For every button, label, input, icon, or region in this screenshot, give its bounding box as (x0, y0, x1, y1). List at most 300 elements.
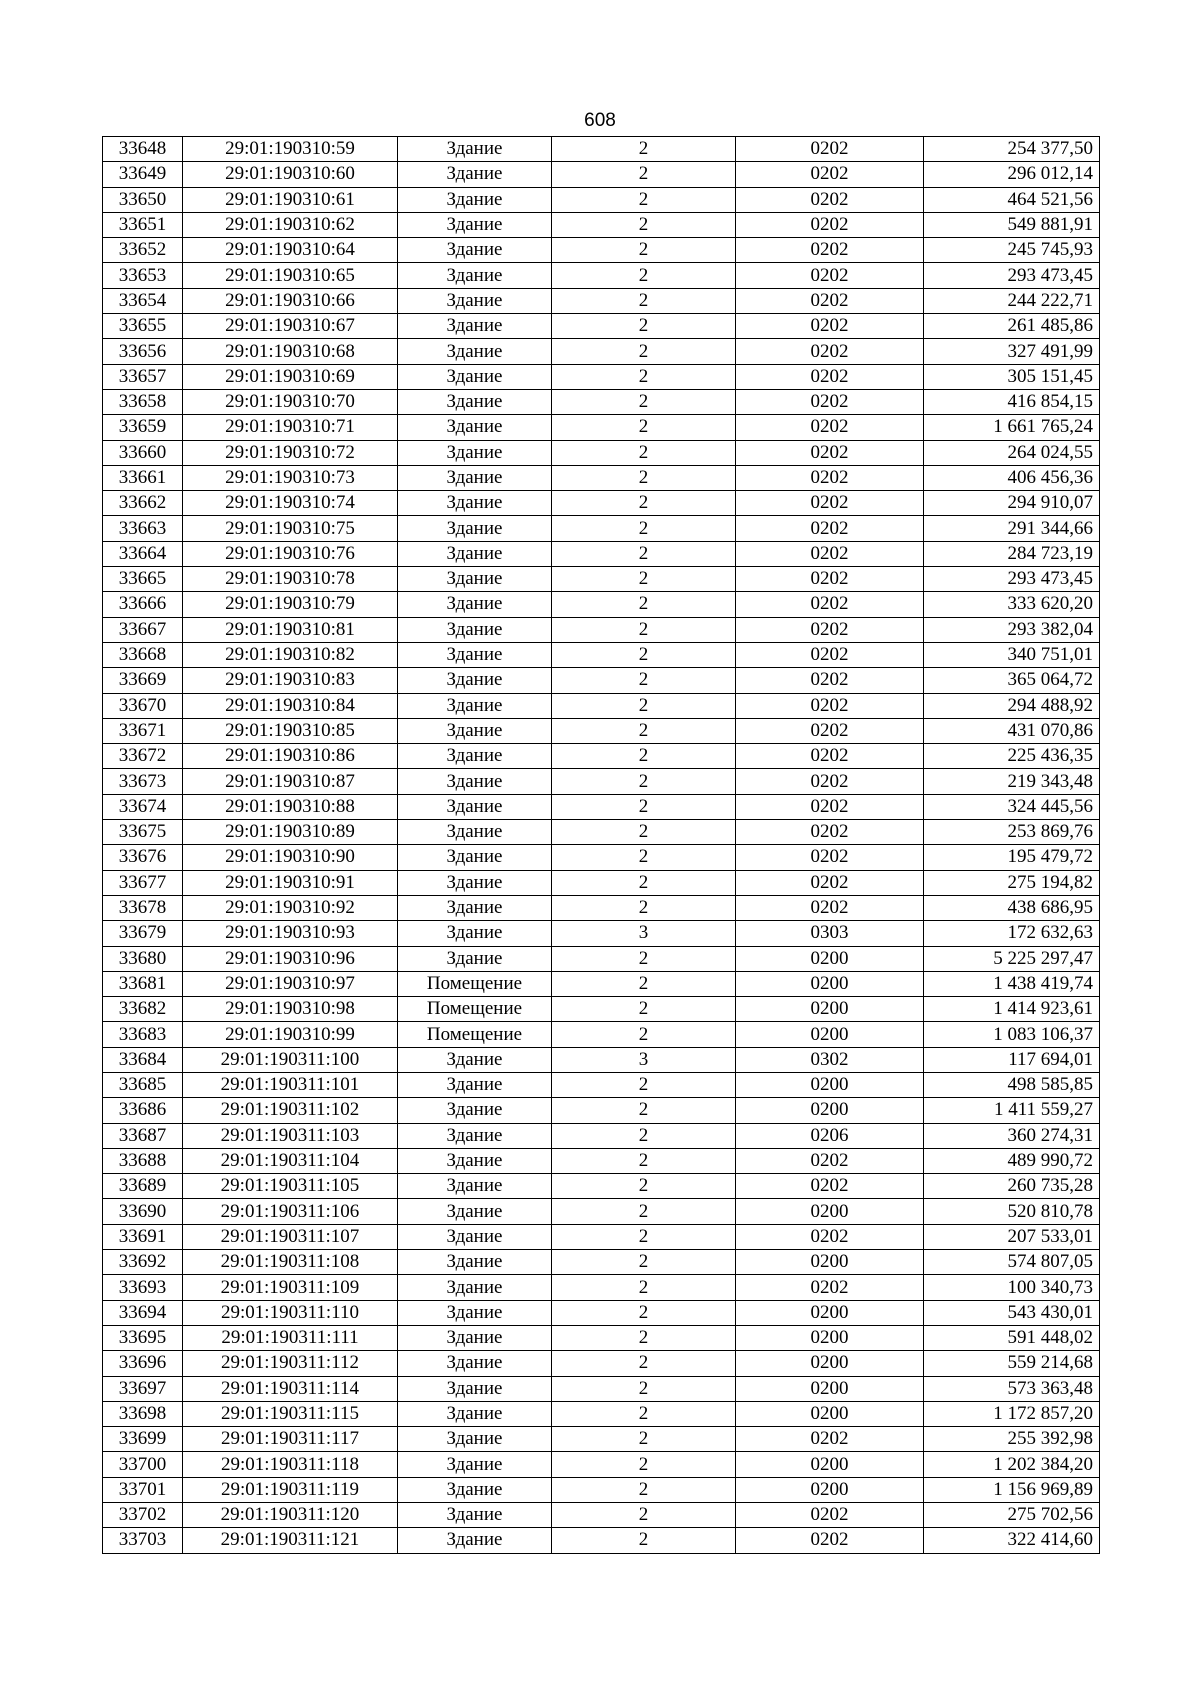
cadastral-number-cell: 29:01:190310:59 (183, 137, 398, 162)
cadastral-value-cell: 293 473,45 (924, 567, 1100, 592)
code-cell: 0202 (736, 238, 924, 263)
class-cell: 2 (552, 567, 736, 592)
code-cell: 0200 (736, 1072, 924, 1097)
page-number: 608 (584, 110, 616, 131)
code-cell: 0200 (736, 1376, 924, 1401)
object-type-cell: Здание (398, 1351, 552, 1376)
cadastral-value-cell: 1 156 969,89 (924, 1477, 1100, 1502)
object-type-cell: Здание (398, 1503, 552, 1528)
class-cell: 2 (552, 1224, 736, 1249)
cadastral-value-cell: 520 810,78 (924, 1199, 1100, 1224)
table-row (103, 465, 1100, 490)
cadastral-number-cell: 29:01:190311:109 (183, 1275, 398, 1300)
cadastral-value-cell: 264 024,55 (924, 440, 1100, 465)
row-number-cell: 33689 (103, 1174, 183, 1199)
table-row (103, 364, 1100, 389)
table-row (103, 820, 1100, 845)
cadastral-number-cell: 29:01:190311:105 (183, 1174, 398, 1199)
cadastral-number-cell: 29:01:190310:61 (183, 187, 398, 212)
code-cell: 0302 (736, 1047, 924, 1072)
table-row (103, 1250, 1100, 1275)
row-number-cell: 33651 (103, 212, 183, 237)
cadastral-value-cell: 438 686,95 (924, 895, 1100, 920)
cadastral-number-cell: 29:01:190310:71 (183, 415, 398, 440)
cadastral-value-table (102, 136, 1100, 1554)
code-cell: 0202 (736, 314, 924, 339)
row-number-cell: 33685 (103, 1072, 183, 1097)
class-cell: 2 (552, 820, 736, 845)
table-row (103, 1174, 1100, 1199)
code-cell: 0202 (736, 212, 924, 237)
row-number-cell: 33658 (103, 389, 183, 414)
table-row (103, 238, 1100, 263)
class-cell: 2 (552, 1401, 736, 1426)
table-row (103, 1275, 1100, 1300)
row-number-cell: 33648 (103, 137, 183, 162)
table-row (103, 592, 1100, 617)
class-cell: 2 (552, 617, 736, 642)
code-cell: 0202 (736, 491, 924, 516)
cadastral-number-cell: 29:01:190310:90 (183, 845, 398, 870)
code-cell: 0202 (736, 440, 924, 465)
code-cell: 0202 (736, 617, 924, 642)
cadastral-value-cell: 1 414 923,61 (924, 997, 1100, 1022)
cadastral-value-cell: 464 521,56 (924, 187, 1100, 212)
object-type-cell: Здание (398, 1427, 552, 1452)
code-cell: 0202 (736, 389, 924, 414)
class-cell: 3 (552, 1047, 736, 1072)
class-cell: 2 (552, 870, 736, 895)
class-cell: 2 (552, 971, 736, 996)
object-type-cell: Здание (398, 541, 552, 566)
cadastral-value-cell: 324 445,56 (924, 794, 1100, 819)
code-cell: 0200 (736, 1351, 924, 1376)
cadastral-value-cell: 574 807,05 (924, 1250, 1100, 1275)
row-number-cell: 33667 (103, 617, 183, 642)
cadastral-value-cell: 195 479,72 (924, 845, 1100, 870)
class-cell: 2 (552, 1376, 736, 1401)
row-number-cell: 33697 (103, 1376, 183, 1401)
class-cell: 2 (552, 1123, 736, 1148)
class-cell: 2 (552, 1072, 736, 1097)
code-cell: 0202 (736, 1174, 924, 1199)
table-row (103, 288, 1100, 313)
object-type-cell: Здание (398, 1123, 552, 1148)
row-number-cell: 33654 (103, 288, 183, 313)
object-type-cell: Здание (398, 870, 552, 895)
cadastral-number-cell: 29:01:190310:62 (183, 212, 398, 237)
cadastral-value-cell: 260 735,28 (924, 1174, 1100, 1199)
cadastral-value-cell: 1 202 384,20 (924, 1452, 1100, 1477)
cadastral-value-cell: 291 344,66 (924, 516, 1100, 541)
object-type-cell: Здание (398, 1452, 552, 1477)
class-cell: 2 (552, 238, 736, 263)
code-cell: 0200 (736, 1477, 924, 1502)
class-cell: 2 (552, 668, 736, 693)
cadastral-number-cell: 29:01:190310:67 (183, 314, 398, 339)
code-cell: 0200 (736, 1401, 924, 1426)
cadastral-value-cell: 275 194,82 (924, 870, 1100, 895)
table-row (103, 1072, 1100, 1097)
table-row (103, 389, 1100, 414)
row-number-cell: 33663 (103, 516, 183, 541)
table-row (103, 1503, 1100, 1528)
cadastral-number-cell: 29:01:190311:101 (183, 1072, 398, 1097)
object-type-cell: Здание (398, 1098, 552, 1123)
cadastral-number-cell: 29:01:190311:111 (183, 1325, 398, 1350)
row-number-cell: 33676 (103, 845, 183, 870)
cadastral-number-cell: 29:01:190310:75 (183, 516, 398, 541)
object-type-cell: Здание (398, 1174, 552, 1199)
code-cell: 0200 (736, 1325, 924, 1350)
code-cell: 0202 (736, 642, 924, 667)
code-cell: 0202 (736, 415, 924, 440)
object-type-cell: Здание (398, 1047, 552, 1072)
cadastral-value-cell: 591 448,02 (924, 1325, 1100, 1350)
cadastral-number-cell: 29:01:190310:60 (183, 162, 398, 187)
class-cell: 2 (552, 364, 736, 389)
object-type-cell: Здание (398, 364, 552, 389)
cadastral-value-cell: 1 172 857,20 (924, 1401, 1100, 1426)
row-number-cell: 33652 (103, 238, 183, 263)
cadastral-number-cell: 29:01:190311:108 (183, 1250, 398, 1275)
row-number-cell: 33659 (103, 415, 183, 440)
cadastral-value-cell: 207 533,01 (924, 1224, 1100, 1249)
code-cell: 0202 (736, 263, 924, 288)
table-row (103, 1022, 1100, 1047)
class-cell: 2 (552, 491, 736, 516)
class-cell: 2 (552, 263, 736, 288)
table-row (103, 137, 1100, 162)
object-type-cell: Здание (398, 820, 552, 845)
class-cell: 2 (552, 794, 736, 819)
cadastral-value-cell: 1 411 559,27 (924, 1098, 1100, 1123)
row-number-cell: 33677 (103, 870, 183, 895)
table-row (103, 1047, 1100, 1072)
row-number-cell: 33674 (103, 794, 183, 819)
cadastral-value-cell: 294 488,92 (924, 693, 1100, 718)
cadastral-number-cell: 29:01:190310:69 (183, 364, 398, 389)
row-number-cell: 33690 (103, 1199, 183, 1224)
class-cell: 2 (552, 1174, 736, 1199)
cadastral-number-cell: 29:01:190310:66 (183, 288, 398, 313)
cadastral-value-cell: 261 485,86 (924, 314, 1100, 339)
code-cell: 0202 (736, 1275, 924, 1300)
cadastral-value-cell: 360 274,31 (924, 1123, 1100, 1148)
row-number-cell: 33686 (103, 1098, 183, 1123)
class-cell: 2 (552, 440, 736, 465)
row-number-cell: 33672 (103, 744, 183, 769)
object-type-cell: Здание (398, 288, 552, 313)
code-cell: 0202 (736, 1148, 924, 1173)
cadastral-value-cell: 5 225 297,47 (924, 946, 1100, 971)
class-cell: 2 (552, 516, 736, 541)
cadastral-number-cell: 29:01:190311:117 (183, 1427, 398, 1452)
code-cell: 0200 (736, 1452, 924, 1477)
cadastral-number-cell: 29:01:190311:114 (183, 1376, 398, 1401)
object-type-cell: Здание (398, 314, 552, 339)
class-cell: 2 (552, 339, 736, 364)
object-type-cell: Помещение (398, 971, 552, 996)
cadastral-number-cell: 29:01:190311:104 (183, 1148, 398, 1173)
table-row (103, 668, 1100, 693)
class-cell: 2 (552, 1275, 736, 1300)
object-type-cell: Помещение (398, 997, 552, 1022)
class-cell: 2 (552, 1300, 736, 1325)
class-cell: 2 (552, 642, 736, 667)
row-number-cell: 33650 (103, 187, 183, 212)
code-cell: 0200 (736, 946, 924, 971)
object-type-cell: Здание (398, 1148, 552, 1173)
table-row (103, 718, 1100, 743)
cadastral-number-cell: 29:01:190311:110 (183, 1300, 398, 1325)
code-cell: 0202 (736, 1427, 924, 1452)
table-row (103, 567, 1100, 592)
object-type-cell: Помещение (398, 1022, 552, 1047)
table-row (103, 491, 1100, 516)
row-number-cell: 33661 (103, 465, 183, 490)
class-cell: 2 (552, 946, 736, 971)
object-type-cell: Здание (398, 137, 552, 162)
cadastral-number-cell: 29:01:190311:102 (183, 1098, 398, 1123)
class-cell: 2 (552, 769, 736, 794)
cadastral-value-cell: 275 702,56 (924, 1503, 1100, 1528)
cadastral-number-cell: 29:01:190310:83 (183, 668, 398, 693)
class-cell: 2 (552, 1098, 736, 1123)
code-cell: 0206 (736, 1123, 924, 1148)
code-cell: 0200 (736, 1300, 924, 1325)
cadastral-number-cell: 29:01:190310:89 (183, 820, 398, 845)
table-row (103, 1401, 1100, 1426)
object-type-cell: Здание (398, 1325, 552, 1350)
class-cell: 2 (552, 1528, 736, 1553)
table-row (103, 870, 1100, 895)
cadastral-number-cell: 29:01:190311:121 (183, 1528, 398, 1553)
code-cell: 0202 (736, 794, 924, 819)
cadastral-number-cell: 29:01:190310:81 (183, 617, 398, 642)
cadastral-value-cell: 1 661 765,24 (924, 415, 1100, 440)
cadastral-value-cell: 284 723,19 (924, 541, 1100, 566)
table-row (103, 541, 1100, 566)
object-type-cell: Здание (398, 491, 552, 516)
cadastral-value-cell: 117 694,01 (924, 1047, 1100, 1072)
table-row (103, 1148, 1100, 1173)
cadastral-number-cell: 29:01:190310:96 (183, 946, 398, 971)
cadastral-value-cell: 1 438 419,74 (924, 971, 1100, 996)
object-type-cell: Здание (398, 212, 552, 237)
cadastral-value-cell: 305 151,45 (924, 364, 1100, 389)
row-number-cell: 33655 (103, 314, 183, 339)
object-type-cell: Здание (398, 1275, 552, 1300)
table-row (103, 845, 1100, 870)
row-number-cell: 33692 (103, 1250, 183, 1275)
code-cell: 0202 (736, 693, 924, 718)
object-type-cell: Здание (398, 1376, 552, 1401)
object-type-cell: Здание (398, 1199, 552, 1224)
cadastral-number-cell: 29:01:190310:86 (183, 744, 398, 769)
object-type-cell: Здание (398, 415, 552, 440)
code-cell: 0202 (736, 465, 924, 490)
class-cell: 2 (552, 718, 736, 743)
row-number-cell: 33701 (103, 1477, 183, 1502)
row-number-cell: 33678 (103, 895, 183, 920)
table-row (103, 1427, 1100, 1452)
code-cell: 0202 (736, 718, 924, 743)
code-cell: 0202 (736, 845, 924, 870)
cadastral-number-cell: 29:01:190310:93 (183, 921, 398, 946)
row-number-cell: 33700 (103, 1452, 183, 1477)
code-cell: 0202 (736, 162, 924, 187)
cadastral-number-cell: 29:01:190310:88 (183, 794, 398, 819)
code-cell: 0200 (736, 1199, 924, 1224)
table-row (103, 187, 1100, 212)
cadastral-value-cell: 489 990,72 (924, 1148, 1100, 1173)
cadastral-value-cell: 573 363,48 (924, 1376, 1100, 1401)
table-row (103, 617, 1100, 642)
class-cell: 2 (552, 187, 736, 212)
table-row (103, 769, 1100, 794)
code-cell: 0202 (736, 870, 924, 895)
code-cell: 0202 (736, 567, 924, 592)
class-cell: 2 (552, 744, 736, 769)
cadastral-value-cell: 431 070,86 (924, 718, 1100, 743)
row-number-cell: 33683 (103, 1022, 183, 1047)
class-cell: 2 (552, 389, 736, 414)
class-cell: 2 (552, 1250, 736, 1275)
class-cell: 2 (552, 1148, 736, 1173)
cadastral-number-cell: 29:01:190311:103 (183, 1123, 398, 1148)
class-cell: 2 (552, 895, 736, 920)
object-type-cell: Здание (398, 769, 552, 794)
cadastral-number-cell: 29:01:190310:92 (183, 895, 398, 920)
cadastral-number-cell: 29:01:190310:72 (183, 440, 398, 465)
cadastral-value-cell: 244 222,71 (924, 288, 1100, 313)
code-cell: 0202 (736, 339, 924, 364)
object-type-cell: Здание (398, 1401, 552, 1426)
object-type-cell: Здание (398, 895, 552, 920)
row-number-cell: 33673 (103, 769, 183, 794)
object-type-cell: Здание (398, 389, 552, 414)
class-cell: 2 (552, 592, 736, 617)
cadastral-value-cell: 543 430,01 (924, 1300, 1100, 1325)
cadastral-number-cell: 29:01:190310:91 (183, 870, 398, 895)
code-cell: 0200 (736, 997, 924, 1022)
object-type-cell: Здание (398, 946, 552, 971)
class-cell: 2 (552, 1427, 736, 1452)
cadastral-value-cell: 406 456,36 (924, 465, 1100, 490)
cadastral-number-cell: 29:01:190310:84 (183, 693, 398, 718)
class-cell: 2 (552, 137, 736, 162)
object-type-cell: Здание (398, 516, 552, 541)
row-number-cell: 33668 (103, 642, 183, 667)
code-cell: 0202 (736, 1528, 924, 1553)
cadastral-number-cell: 29:01:190310:82 (183, 642, 398, 667)
class-cell: 2 (552, 845, 736, 870)
object-type-cell: Здание (398, 642, 552, 667)
cadastral-value-cell: 498 585,85 (924, 1072, 1100, 1097)
table-body (103, 137, 1100, 1554)
cadastral-value-cell: 1 083 106,37 (924, 1022, 1100, 1047)
cadastral-number-cell: 29:01:190311:106 (183, 1199, 398, 1224)
row-number-cell: 33669 (103, 668, 183, 693)
code-cell: 0202 (736, 592, 924, 617)
table-row (103, 946, 1100, 971)
class-cell: 2 (552, 212, 736, 237)
code-cell: 0202 (736, 744, 924, 769)
object-type-cell: Здание (398, 668, 552, 693)
table-row (103, 1351, 1100, 1376)
row-number-cell: 33696 (103, 1351, 183, 1376)
code-cell: 0200 (736, 1250, 924, 1275)
cadastral-number-cell: 29:01:190310:79 (183, 592, 398, 617)
row-number-cell: 33680 (103, 946, 183, 971)
object-type-cell: Здание (398, 1224, 552, 1249)
table-row (103, 1477, 1100, 1502)
row-number-cell: 33675 (103, 820, 183, 845)
table-row (103, 997, 1100, 1022)
row-number-cell: 33695 (103, 1325, 183, 1350)
code-cell: 0200 (736, 1098, 924, 1123)
code-cell: 0202 (736, 541, 924, 566)
class-cell: 2 (552, 1351, 736, 1376)
code-cell: 0202 (736, 187, 924, 212)
object-type-cell: Здание (398, 567, 552, 592)
row-number-cell: 33662 (103, 491, 183, 516)
row-number-cell: 33666 (103, 592, 183, 617)
table-row (103, 1528, 1100, 1553)
table-row (103, 314, 1100, 339)
object-type-cell: Здание (398, 238, 552, 263)
class-cell: 2 (552, 693, 736, 718)
cadastral-number-cell: 29:01:190311:115 (183, 1401, 398, 1426)
cadastral-number-cell: 29:01:190311:100 (183, 1047, 398, 1072)
cadastral-number-cell: 29:01:190310:78 (183, 567, 398, 592)
class-cell: 2 (552, 415, 736, 440)
table-row (103, 440, 1100, 465)
cadastral-value-cell: 245 745,93 (924, 238, 1100, 263)
class-cell: 2 (552, 1022, 736, 1047)
row-number-cell: 33703 (103, 1528, 183, 1553)
cadastral-value-cell: 100 340,73 (924, 1275, 1100, 1300)
cadastral-number-cell: 29:01:190311:120 (183, 1503, 398, 1528)
table-row (103, 263, 1100, 288)
table-row (103, 1224, 1100, 1249)
row-number-cell: 33699 (103, 1427, 183, 1452)
object-type-cell: Здание (398, 339, 552, 364)
table-row (103, 1376, 1100, 1401)
table-row (103, 794, 1100, 819)
object-type-cell: Здание (398, 1477, 552, 1502)
table-row (103, 1098, 1100, 1123)
table-row (103, 693, 1100, 718)
row-number-cell: 33657 (103, 364, 183, 389)
table-row (103, 895, 1100, 920)
row-number-cell: 33694 (103, 1300, 183, 1325)
cadastral-value-cell: 340 751,01 (924, 642, 1100, 667)
table-row (103, 971, 1100, 996)
row-number-cell: 33698 (103, 1401, 183, 1426)
class-cell: 2 (552, 465, 736, 490)
cadastral-value-cell: 549 881,91 (924, 212, 1100, 237)
cadastral-value-cell: 293 382,04 (924, 617, 1100, 642)
cadastral-value-cell: 254 377,50 (924, 137, 1100, 162)
class-cell: 2 (552, 1503, 736, 1528)
table-row (103, 339, 1100, 364)
table-row (103, 1300, 1100, 1325)
object-type-cell: Здание (398, 1072, 552, 1097)
cadastral-value-cell: 172 632,63 (924, 921, 1100, 946)
class-cell: 2 (552, 314, 736, 339)
